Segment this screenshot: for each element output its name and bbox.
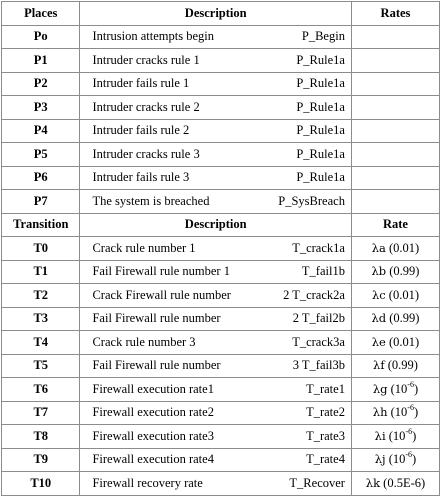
transition-description: [84, 335, 346, 350]
place-id: P4: [2, 119, 80, 143]
place-description-text: Intrusion attempts begin: [92, 29, 214, 44]
place-description: [84, 100, 346, 115]
place-description: [84, 170, 346, 185]
place-rate: [351, 96, 439, 120]
place-description-cell: [80, 72, 351, 96]
transition-id: T4: [2, 331, 80, 355]
place-code: P_Rule1a: [296, 76, 345, 91]
transition-lambda: λg: [372, 381, 388, 396]
transition-id: T8: [2, 425, 80, 449]
transition-description: [84, 311, 346, 326]
transition-description-cell: [80, 284, 351, 308]
places-rates-header: Rates: [351, 2, 439, 26]
transition-rate: [351, 307, 439, 331]
transitions-header-row: [2, 213, 440, 237]
transition-id: T0: [2, 237, 80, 261]
transition-rate-value: (0.01): [388, 287, 419, 302]
transition-id: T9: [2, 448, 80, 472]
transition-row: [2, 401, 440, 425]
transition-rate-value: (10: [390, 381, 408, 396]
transition-rate-close-paren: ): [413, 405, 419, 420]
place-rate: [351, 119, 439, 143]
place-description-cell: [80, 143, 351, 167]
place-rate: [351, 166, 439, 190]
places-description-header: Description: [80, 2, 351, 26]
transition-row: [2, 354, 440, 378]
transition-lambda: λk: [365, 475, 381, 490]
place-id: P6: [2, 166, 80, 190]
transitions-rate-header: Rate: [351, 213, 439, 237]
transition-rate-value: (0.99): [389, 311, 420, 326]
transition-description-cell: [80, 378, 351, 402]
transition-description: [84, 382, 346, 397]
place-rate: [351, 190, 439, 214]
transition-row: [2, 260, 440, 284]
transition-description-cell: [80, 331, 351, 355]
transition-code: T_crack1a: [292, 240, 345, 255]
transition-description-cell: [80, 401, 351, 425]
place-row: [2, 96, 440, 120]
transition-description-cell: [80, 354, 351, 378]
place-description-text: Intruder cracks rule 2: [92, 99, 200, 114]
transition-description-cell: [80, 472, 351, 496]
transition-rate-close-paren: ): [413, 381, 419, 396]
transition-rate: [351, 401, 439, 425]
transition-code: T_rate2: [306, 405, 345, 420]
transition-rate: [351, 354, 439, 378]
transition-rate-value: (10: [388, 428, 406, 443]
petri-net-table: [1, 1, 440, 496]
place-description: [84, 194, 346, 209]
transition-description-text: Firewall execution rate3: [92, 428, 214, 443]
transition-rate-value: (0.01): [388, 334, 420, 349]
place-row: [2, 143, 440, 167]
transition-description-text: Firewall execution rate2: [92, 405, 214, 420]
transition-row: [2, 472, 440, 496]
place-description-cell: [80, 119, 351, 143]
transition-description-text: Firewall recovery rate: [92, 475, 203, 490]
transition-row: [2, 307, 440, 331]
transition-id: T3: [2, 307, 80, 331]
place-code: P_Rule1a: [296, 146, 345, 161]
transition-description: [84, 476, 346, 491]
places-header-row: [2, 2, 440, 26]
place-code: P_Begin: [301, 29, 345, 44]
place-rate: [351, 143, 439, 167]
transition-description: [84, 288, 346, 303]
transition-code: T_rate3: [306, 428, 345, 443]
place-row: [2, 190, 440, 214]
place-description-text: Intruder fails rule 2: [92, 123, 190, 138]
transition-rate: [351, 425, 439, 449]
place-row: [2, 25, 440, 49]
transition-description-cell: [80, 260, 351, 284]
place-description-cell: [80, 190, 351, 214]
transition-row: [2, 378, 440, 402]
transition-rate-exponent: -6: [407, 379, 414, 389]
transition-rate: [351, 378, 439, 402]
transition-code: 2 T_fail2b: [292, 311, 345, 326]
place-description-cell: [80, 96, 351, 120]
transition-lambda: λa: [371, 240, 386, 255]
place-code: P_SysBreach: [278, 193, 345, 208]
transition-rate-value: (0.99): [387, 358, 418, 373]
place-description: [84, 147, 346, 162]
transition-code: T_Recover: [289, 475, 345, 490]
places-header-label: Places: [2, 2, 80, 26]
place-rate: [351, 49, 439, 73]
place-code: P_Rule1a: [296, 52, 345, 67]
place-rate: [351, 25, 439, 49]
transition-description-text: Crack rule number 1: [92, 240, 196, 255]
transition-description: [84, 241, 346, 256]
transition-row: [2, 284, 440, 308]
place-description-cell: [80, 166, 351, 190]
transition-description-cell: [80, 425, 351, 449]
transition-rate-exponent: -6: [407, 403, 414, 413]
place-description-text: Intruder fails rule 1: [92, 76, 190, 91]
transition-row: [2, 331, 440, 355]
transition-rate-value: (10: [390, 405, 408, 420]
place-description-text: Intruder cracks rule 1: [92, 52, 200, 67]
transition-id: T7: [2, 401, 80, 425]
transition-rate-exponent: -6: [405, 450, 413, 460]
transition-description-text: Firewall execution rate1: [92, 381, 214, 396]
transition-id: T1: [2, 260, 80, 284]
place-row: [2, 72, 440, 96]
place-id: P7: [2, 190, 80, 214]
place-description-cell: [80, 25, 351, 49]
transition-lambda: λc: [371, 287, 386, 302]
place-description: [84, 53, 346, 68]
transition-rate-close-paren: ): [412, 428, 417, 443]
place-id: Po: [2, 25, 80, 49]
transition-rate: [351, 448, 439, 472]
transition-id: T6: [2, 378, 80, 402]
place-id: P3: [2, 96, 80, 120]
transition-lambda: λb: [371, 264, 387, 279]
transition-description-cell: [80, 307, 351, 331]
transition-description-text: Crack Firewall rule number: [92, 287, 231, 302]
transition-rate: [351, 472, 439, 496]
place-row: [2, 119, 440, 143]
transition-code: T_crack3a: [292, 334, 345, 349]
place-description-text: Intruder fails rule 3: [92, 170, 190, 185]
transition-rate: [351, 331, 439, 355]
transition-lambda: λi: [374, 428, 386, 443]
transition-code: T_rate4: [306, 452, 345, 467]
place-description: [84, 123, 346, 138]
transition-description-cell: [80, 448, 351, 472]
transition-row: [2, 237, 440, 261]
transition-description-text: Fail Firewall rule number: [92, 311, 221, 326]
transition-rate-value: (0.01): [389, 240, 420, 255]
place-code: P_Rule1a: [296, 170, 345, 185]
transition-rate-close-paren: ): [412, 452, 417, 467]
transition-description-text: Crack rule number 3: [92, 334, 196, 349]
transition-lambda: λe: [371, 334, 386, 349]
transition-code: 2 T_crack2a: [283, 287, 345, 302]
place-id: P2: [2, 72, 80, 96]
transition-id: T2: [2, 284, 80, 308]
place-code: P_Rule1a: [296, 123, 345, 138]
place-id: P5: [2, 143, 80, 167]
transition-id: T5: [2, 354, 80, 378]
petri-net-table-container: [1, 1, 440, 496]
transition-description: [84, 358, 346, 373]
place-row: [2, 49, 440, 73]
transition-code: T_fail1b: [301, 264, 345, 279]
transition-code: T_rate1: [306, 381, 345, 396]
transition-description: [84, 405, 346, 420]
transitions-description-header: Description: [80, 213, 351, 237]
transition-description: [84, 429, 346, 444]
transition-id: T10: [2, 472, 80, 496]
transition-row: [2, 425, 440, 449]
transition-description-text: Firewall execution rate4: [92, 452, 214, 467]
transition-description-text: Fail Firewall rule number 1: [92, 264, 230, 279]
transition-lambda: λj: [374, 452, 386, 467]
place-description-text: The system is breached: [92, 193, 210, 208]
place-description: [84, 76, 346, 91]
transition-lambda: λh: [372, 405, 388, 420]
transition-rate: [351, 260, 439, 284]
transition-lambda: λf: [373, 358, 385, 373]
place-rate: [351, 72, 439, 96]
transition-description: [84, 264, 346, 279]
place-description-text: Intruder cracks rule 3: [92, 146, 200, 161]
table-body: [2, 2, 440, 496]
place-row: [2, 166, 440, 190]
transition-lambda: λd: [371, 311, 387, 326]
place-id: P1: [2, 49, 80, 73]
transition-rate-value: (10: [388, 452, 406, 467]
transition-row: [2, 448, 440, 472]
transition-description: [84, 452, 346, 467]
transition-rate-value: (0.5E-6): [383, 475, 426, 490]
transitions-header-label: Transition: [2, 213, 80, 237]
transition-description-text: Fail Firewall rule number: [92, 358, 221, 373]
place-description: [84, 29, 346, 44]
transition-rate-exponent: -6: [405, 426, 413, 436]
place-description-cell: [80, 49, 351, 73]
transition-rate-value: (0.99): [389, 264, 420, 279]
transition-code: 3 T_fail3b: [292, 358, 345, 373]
transition-rate: [351, 237, 439, 261]
transition-description-cell: [80, 237, 351, 261]
place-code: P_Rule1a: [296, 99, 345, 114]
transition-rate: [351, 284, 439, 308]
